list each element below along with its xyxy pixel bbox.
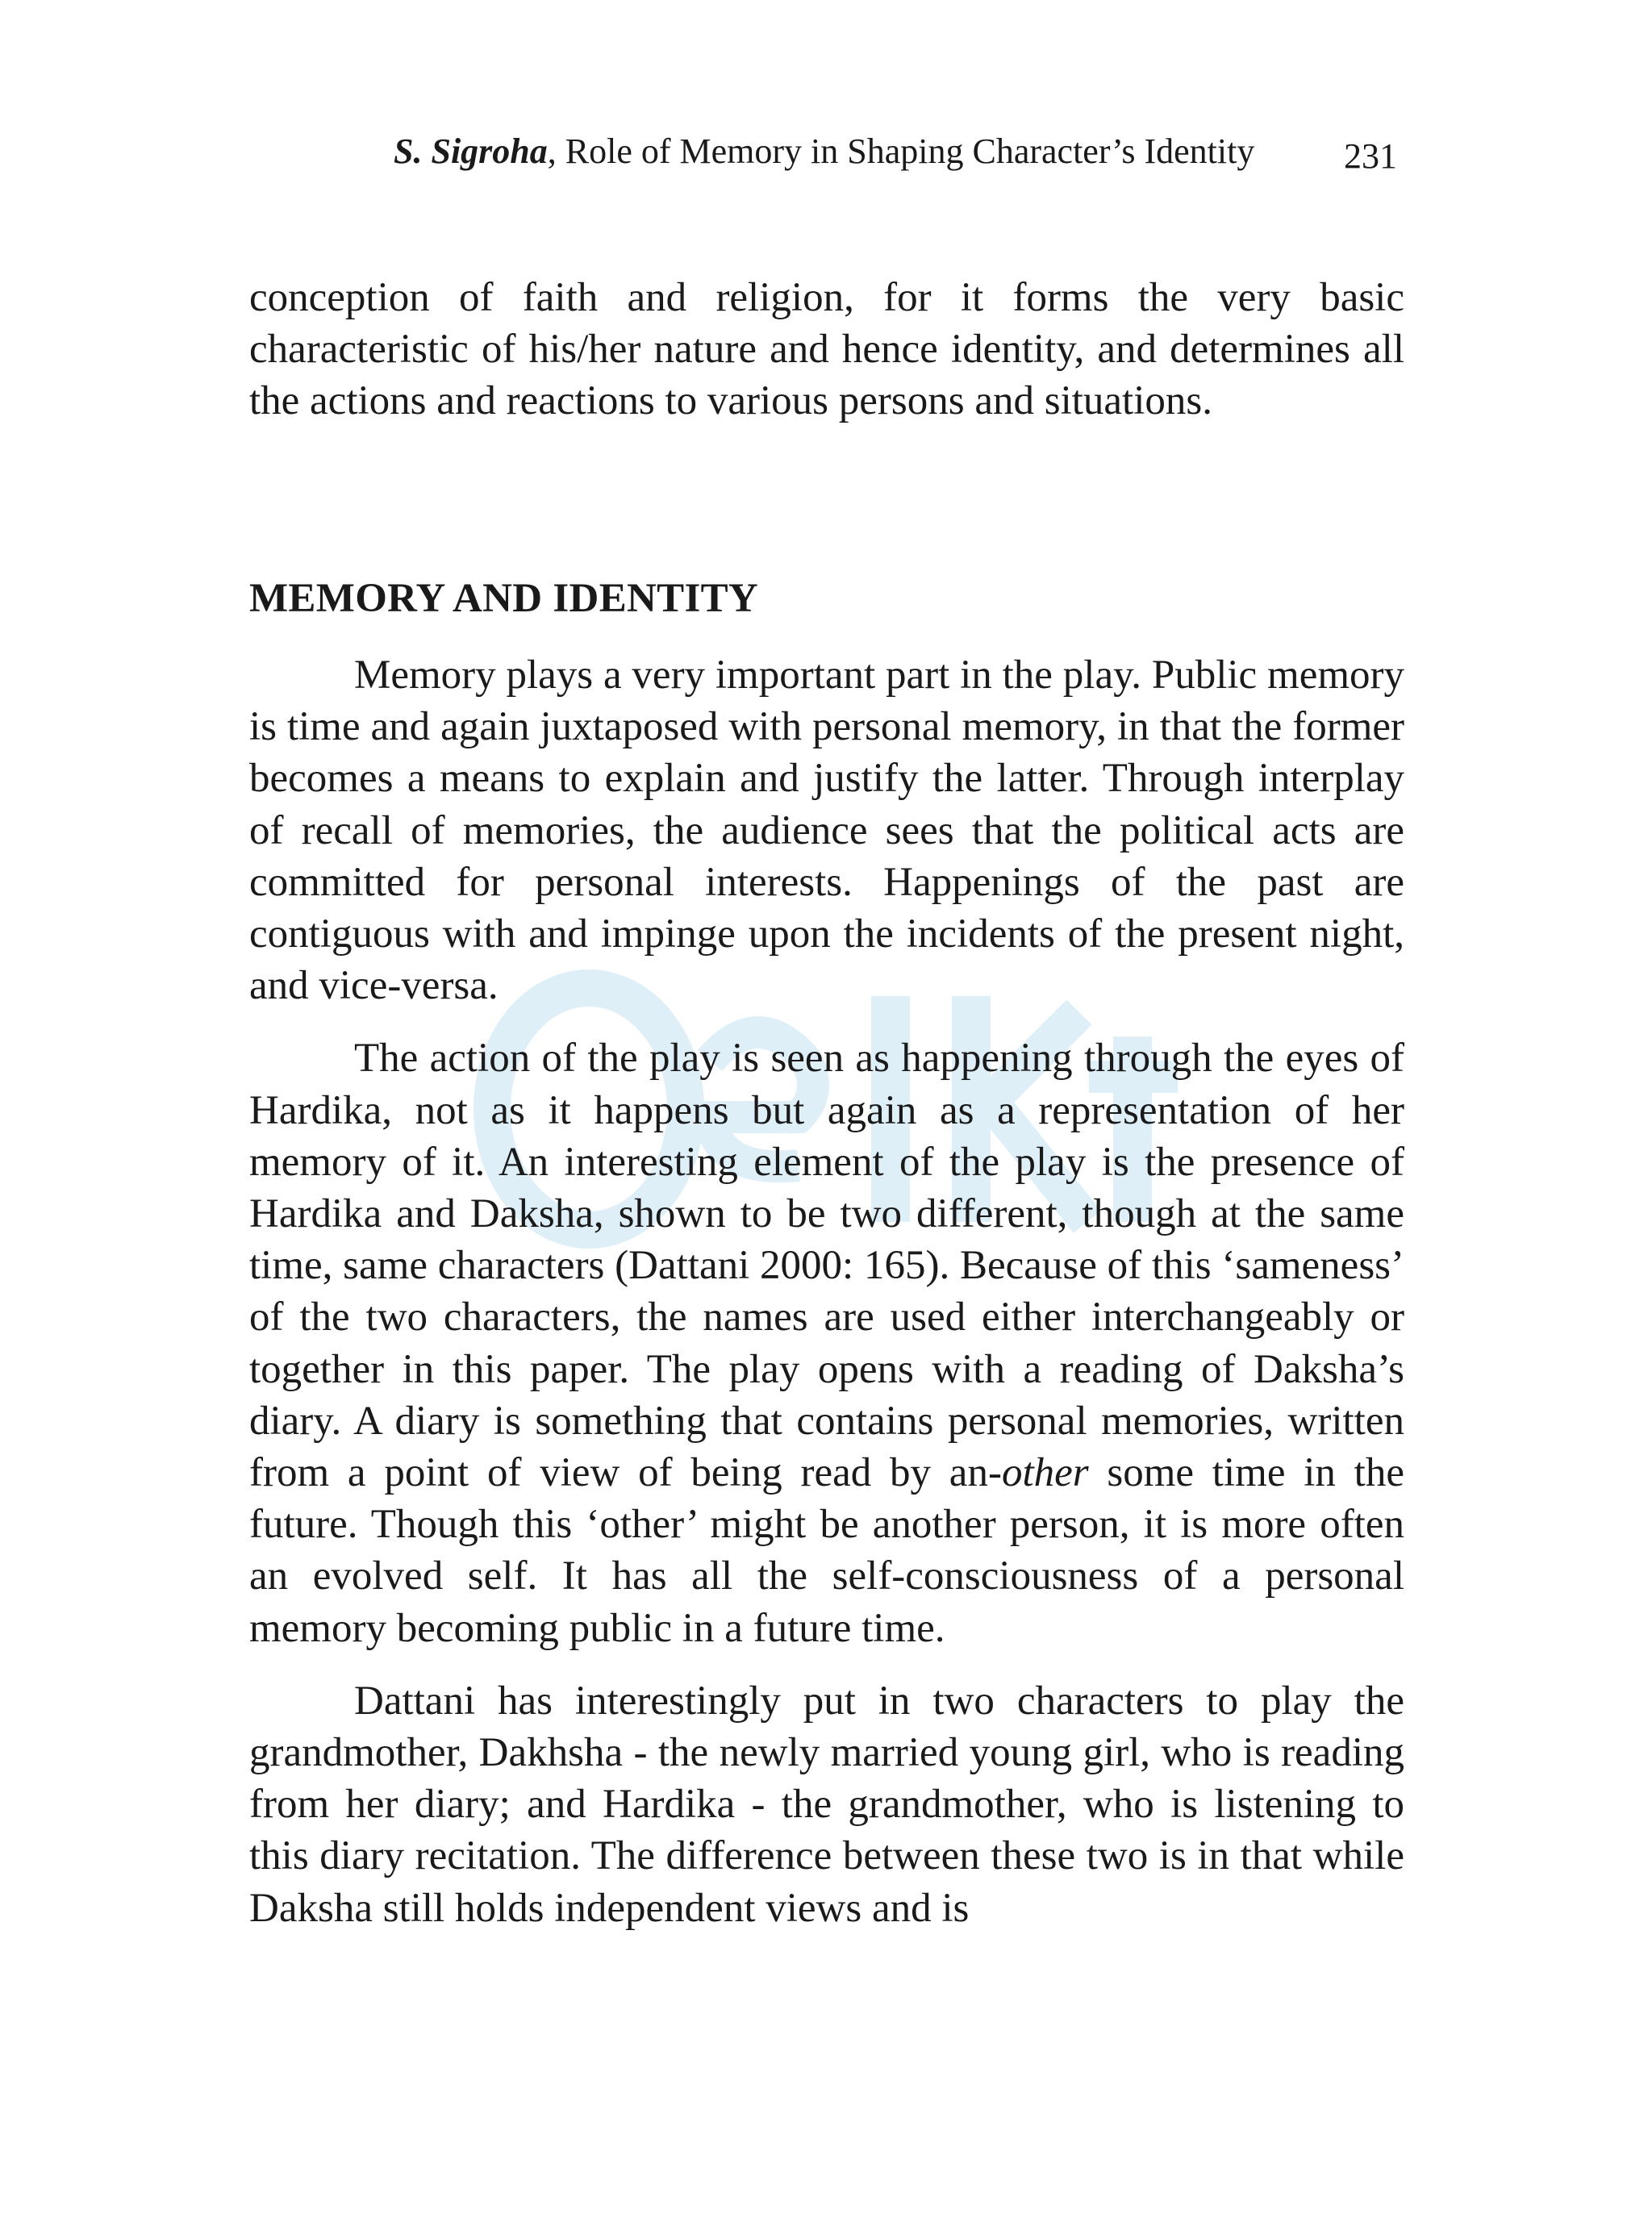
running-head	[394, 127, 1402, 176]
paragraph-2-part-2: some time in the future. Though this ‘other’ might be another person, it is more often an evolved self. It has all the self-consciousness of a personal memory becoming public in a future time.	[249, 1450, 1404, 1651]
paragraph-3: Dattani has interestingly put in two characters to play the grandmother, Dakhsha - the newly married young girl, who is reading from her diary; and Hardika - the grandmother, who is listening to this diary recitation. The difference between these two is in that while Daksha still holds independent views and is	[249, 1678, 1404, 1931]
paragraph-1: Memory plays a very important part in the play. Public memory is time and again juxtaposed with personal memory, in that the former becomes a means to explain and justify the latter. Through interplay of recall of memories, the audience sees that the political acts are committed for personal interests. Happenings of the past are contiguous with and impinge upon the incidents of the present night, and vice-versa.	[249, 653, 1404, 1009]
section-heading: MEMORY AND IDENTITY	[249, 576, 759, 621]
running-head-author: S. Sigroha	[394, 131, 548, 171]
paragraph-2-part-1: The action of the play is seen as happening through the eyes of Hardika, not as it happens but again as a representation of her memory of it. An interesting element of the play is the presence of Hardika and Daksha, shown to be two different, though at the same time, same characters (Dattani 2000: 165). Because of this ‘sameness’ of the two characters, the names are used either interchangeably or together in this paper. The play opens with a reading of Daksha’s diary. A diary is something that contains personal memories, written from a point of view of being read by an-	[249, 1036, 1404, 1496]
body-text	[249, 649, 1404, 1934]
continuation-text	[249, 272, 1404, 427]
paragraph-2-italic-word: other	[1001, 1450, 1089, 1496]
paragraph-2	[249, 1032, 1404, 1653]
continuation-paragraph: conception of faith and religion, for it forms the very basic characteristic of his/her nature and hence identity, and determines all the actions and reactions to various persons and situations.	[249, 275, 1404, 424]
page-number: 231	[1344, 136, 1397, 176]
running-head-title: , Role of Memory in Shaping Character’s Identity	[547, 131, 1255, 171]
